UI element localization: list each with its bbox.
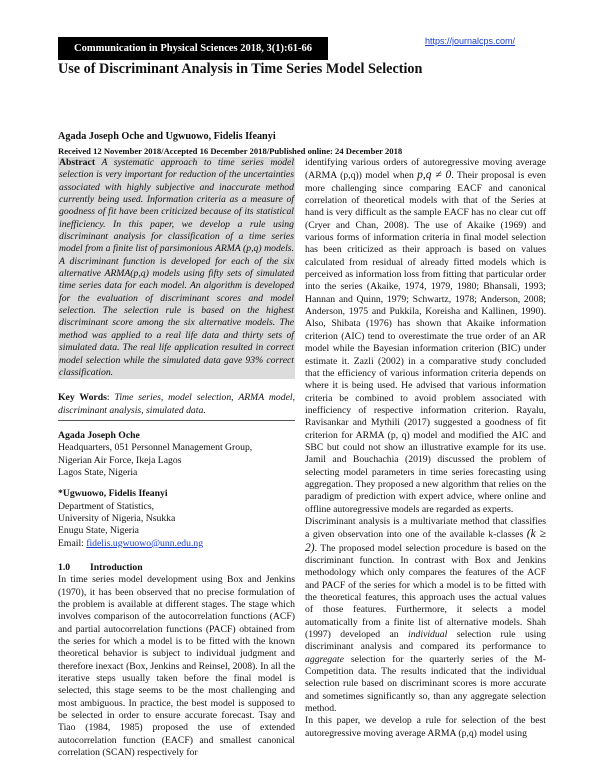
journal-url-link[interactable]: https://journalcps.com/ (425, 36, 516, 46)
section-heading-introduction (58, 562, 295, 574)
affiliation-line: Lagos State, Nigeria (58, 466, 138, 478)
text-run: . The proposed model selection procedure is based on the discriminant function. In contrast with Box and Jenkins methodology which only compares the features of the ACF and PACF of the series for which a model is to be fitted with the theoretical features, this approach uses the actual values of those features. Furthermore, it selects a model automatically from a finite list of alternative models. Shah (1997) developed an (305, 542, 546, 641)
affiliation-line: Department of Statistics, (58, 500, 155, 512)
text-run: selection for the quarterly series of the M-Competition data. The results indicated that the individual selection rule based on discriminant scores is more accurate and sometimes significantly so, than any aggregate selection method. (305, 653, 546, 715)
keywords: Key Words: Time series, model selection, ARMA model, discriminant analysis, simulated data. (58, 392, 295, 421)
publication-dates: Received 12 November 2018/Accepted 16 December 2018/Published online: 24 December 2018 (58, 146, 403, 156)
text-run: identifying various orders of autoregressive moving average (ARMA (p,q)) model when (305, 157, 546, 182)
left-column (58, 157, 295, 759)
email-line (58, 538, 295, 550)
math-inline: (k ≥ 2) (305, 528, 547, 554)
section-number: 1.0 (58, 561, 71, 573)
paper-title: Use of Discriminant Analysis in Time Series Model Selection (58, 61, 423, 77)
abstract-text: A systematic approach to time series model selection is very important for reduction of the uncertainties associated with highly subjective and inaccurate method currently being used. Information criteria as a measure of goodness of fit have been criticized because of its statistical inefficiency. In this paper, we develop a rule using discriminant analysis for classification of a time series model from a finite list of parsimonious ARMA (p,q) models. A discriminant function is developed for each of the six alternative ARMA(p,q) models using fifty sets of simulated time series data for each model. An algorithm is developed for the evaluation of discriminant scores and model selection. The selection rule is based on the highest discriminant score among the six alternative models. The method was applied to a real life data and thirty sets of simulated data. The real life application resulted in correct model selection while the simulated data gave 93% correct classification. (59, 157, 295, 378)
emphasis: aggregate (305, 653, 344, 665)
author-list: Agada Joseph Oche and Ugwuowo, Fidelis Ifeanyi (58, 131, 276, 142)
text-run: Discriminant analysis is a multivariate method that classifies a given observation into one of the available k-classes (305, 515, 546, 541)
affiliation-line: Enugu State, Nigeria (58, 525, 139, 537)
affiliation-line: University of Nigeria, Nsukka (58, 512, 176, 524)
section-title: Introduction (90, 561, 143, 573)
abstract-label: Abstract (59, 157, 96, 168)
intro-paragraph-4: In this paper, we develop a rule for selection of the best autoregressive moving average ARMA (p,q) model using (305, 715, 546, 739)
text-run: selection rule using discriminant analysis and compared its performance to (305, 629, 546, 653)
affiliation-line: Nigerian Air Force, Ikeja Lagos (58, 454, 182, 466)
intro-paragraph-2 (305, 157, 546, 516)
emphasis: individual (408, 629, 448, 641)
intro-paragraph-1: In time series model development using Box and Jenkins (1970), it has been observed that no precise formulation of the problem is available at different stages. The stage which involves comparison of the autocorrelation functions (ACF) and partial autocorrelation functions (PACF) obtained from the series for which a model is to be fitted with the known theoretical behavior is subject to individual judgment and therefore inexact (Box, Jenkins and Reinsel, 2008). In all the iterative steps usually taken before the final model is selected, this stage seems to be the most challenging and most ambiguous. In practice, the best model is supposed to be selected in order to ensure accurate forecast. Tsay and Tiao (1984, 1985) proposed the use of extended autocorrelation function (EACF) and smallest canonical correlation (SCAN) respectively for (58, 574, 295, 759)
text-run: . Their proposal is even more challenging since comparing EACF and canonical correlation of theoretical models with that of the Series at hand is very difficult as the sample EACF has no clear cut off (Cryer and Chan, 2008). The use of Akaike (1969) and various forms of information criteria in final model selection has been criticized as their approach is based on values calculated from residual of already fitted models which is perceived as information loss from fitting that particular order into the series (Akaike, 1974, 1979, 1980; Bhansali, 1993; Hannan and Quinn, 1979; Schwartz, 1978; Anderson, 2008; Anderson, 1975 and Pukkila, Koreisha and Kallinen, 1990). Also, Shibata (1976) has shown that Akaike information criterion (AIC) tend to overestimate the true order of an AR model while the Bayesian information criterion (BIC) under estimate it. Zazli (2002) in a comparative study concluded that the efficiency of various information criteria depends on where it is being used. He advised that various information criteria be combined to avoid problem associated with inefficiency of respective information criterion. Rayalu, Ravisankar and Mythili (2017) suggested a goodness of fit criterion for ARMA (p, q) model and modified the AIC and SBC but could not show an illustrative example for its use. Jamil and Bouchachia (2019) discussed the problem of selecting model parameters in time series forecasting using aggregation. They proposed a new algorithm that relies on the paradigm of prediction with expert advice, where online and offline autoregressive models are regarded as experts. (305, 170, 546, 515)
email-link[interactable]: fidelis.ugwuowo@unn.edu.ng (86, 537, 204, 549)
keywords-text: Time series, model selection, ARMA model, discriminant analysis, simulated data. (58, 392, 295, 416)
affiliation-line: Headquarters, 051 Personnel Management Group, (58, 442, 253, 454)
affiliation-name: *Ugwuowo, Fidelis Ifeanyi (58, 488, 168, 500)
email-label: Email: (58, 537, 84, 549)
intro-paragraph-3 (305, 516, 546, 716)
math-inline: p,q ≠ 0 (417, 169, 452, 182)
affiliation-2 (58, 488, 295, 550)
affiliation-name: Agada Joseph Oche (58, 429, 140, 441)
abstract (58, 157, 295, 379)
keywords-label: Key Words (58, 392, 107, 404)
affiliation-1 (58, 430, 295, 479)
right-column (305, 157, 546, 740)
journal-banner: Communication in Physical Sciences 2018, 3(1):61-66 (58, 37, 328, 60)
